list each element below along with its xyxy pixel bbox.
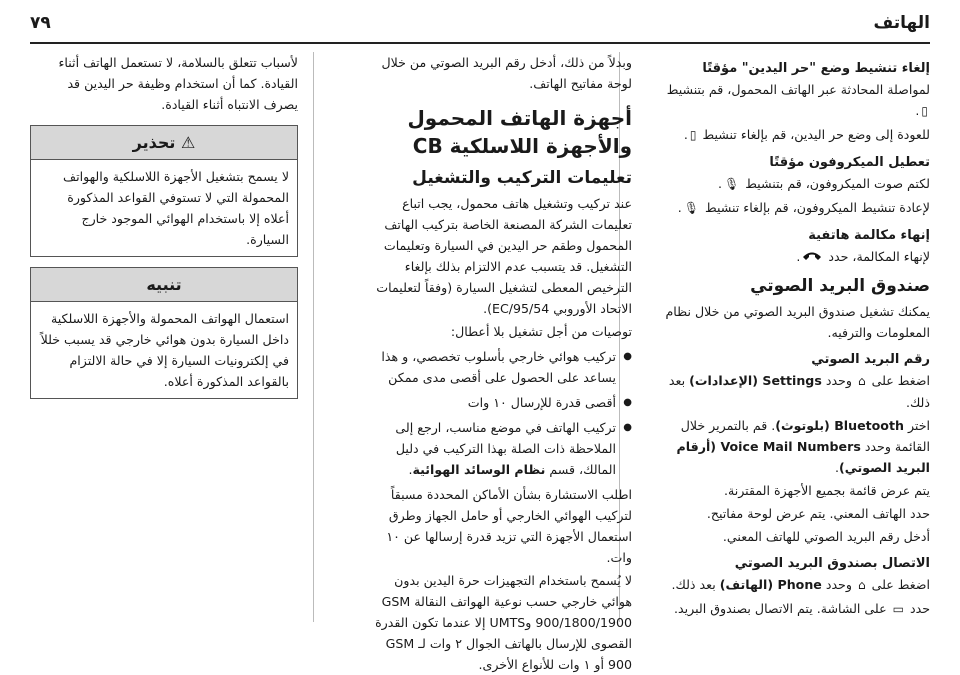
voicemail-icon: ▭ xyxy=(892,602,904,616)
section-title: رقم البريد الصوتي xyxy=(811,352,930,367)
mobile-handset-icon: ▯ xyxy=(689,128,697,142)
notice-box xyxy=(30,267,298,399)
paragraph: يمكنك تشغيل صندوق البريد الصوتي من خلال نظام المعلومات والترفيه. xyxy=(665,304,930,340)
microphone-icon: 🎙 xyxy=(683,201,699,215)
warning-header: ⚠ تحذير xyxy=(31,126,297,160)
paragraph: لأسباب تتعلق بالسلامة، لا تستعمل الهاتف أثناء القيادة. كما أن استخدام وظيفة حر اليدين قد يصرف الانتباه أثناء القيادة. xyxy=(58,55,298,112)
page-header xyxy=(30,6,930,40)
page-number: ٧٩ xyxy=(30,13,51,33)
warning-box xyxy=(30,125,298,257)
page-title: الهاتف xyxy=(873,13,930,33)
list-item: ● تركيب الهاتف في موضع مناسب، ارجع إلى الملاحظة ذات الصلة بهذا التركيب في دليل المالك، قسم نظام الوسائد الهوائية. xyxy=(360,417,632,480)
section-heading: صندوق البريد الصوتي xyxy=(750,276,930,296)
paragraph: توصيات من أجل تشغيل بلا أعطال: xyxy=(450,324,632,339)
home-icon: ⌂ xyxy=(857,578,866,592)
right-column xyxy=(660,52,930,622)
paragraph: لا يُسمح باستخدام التجهيزات حرة اليدين بدون هوائي خارجي حسب نوعية الهواتف النقالة GSM 900/1800/1900 وUMTS إلا عندما تكون القدرة القصوى للإرسال بالهاتف الجوال ٢ وات لـ GSM 900 أو ١ وات للأنواع الأخرى. xyxy=(375,573,632,672)
paragraph: يتم عرض قائمة بجميع الأجهزة المقترنة. xyxy=(723,483,930,498)
notice-header: تنبيه xyxy=(31,268,297,302)
bullet-list xyxy=(360,346,632,480)
paragraph: أدخل رقم البريد الصوتي للهاتف المعني. xyxy=(722,529,930,544)
column-divider xyxy=(313,52,314,622)
paragraph: وبدلاً من ذلك، أدخل رقم البريد الصوتي من خلال لوحة مفاتيح الهاتف. xyxy=(381,55,632,91)
paragraph: اطلب الاستشارة بشأن الأماكن المحددة مسبقاً لتركيب الهوائي الخارجي أو حامل الجهاز وطرق استعمال الأجهزة التي تزيد قدرة إرسالها عن ١٠ وات. xyxy=(386,487,632,565)
section-heading: أجهزة الهاتف المحمول والأجهزة اللاسلكية CB xyxy=(407,106,632,158)
mobile-handset-icon: ▯ xyxy=(921,104,928,118)
paragraph: لإنهاء المكالمة، حدد . xyxy=(660,246,930,268)
paragraph: اختر Bluetooth (بلوتوث). قم بالتمرير خلال القائمة وحدد Voice Mail Numbers (أرقام البريد الصوتي). xyxy=(676,418,930,475)
middle-column xyxy=(360,52,632,672)
list-item: ● أقصى قدرة للإرسال ١٠ وات xyxy=(360,392,632,413)
list-item: ● تركيب هوائي خارجي بأسلوب تخصصي، و هذا يساعد على الحصول على أقصى مدى ممكن xyxy=(360,346,632,388)
section-title: الاتصال بصندوق البريد الصوتي xyxy=(734,556,930,571)
paragraph: لإعادة تنشيط الميكروفون، قم بإلغاء تنشيط 🎙. xyxy=(660,197,930,219)
paragraph: لكتم صوت الميكروفون، قم بتنشيط 🎙. xyxy=(660,173,930,195)
paragraph: اضغط على ⌂ وحدد Phone (الهاتف) بعد ذلك. xyxy=(660,574,930,596)
paragraph: اضغط على ⌂ وحدد Settings (الإعدادات) بعد ذلك. xyxy=(668,373,930,410)
end-call-icon xyxy=(800,247,824,268)
section-title: تعطيل الميكروفون مؤقتًا xyxy=(769,155,930,170)
paragraph: حدد ▭ على الشاشة. يتم الاتصال بصندوق البريد. xyxy=(660,598,930,620)
paragraph: لمواصلة المحادثة عبر الهاتف المحمول، قم بتنشيط ▯. xyxy=(660,79,930,122)
section-title: إلغاء تنشيط وضع "حر اليدين" مؤقتًا xyxy=(702,61,930,76)
section-title: إنهاء مكالمة هاتفية xyxy=(808,228,930,243)
header-rule xyxy=(30,42,930,44)
home-icon: ⌂ xyxy=(857,374,866,388)
notice-body: استعمال الهواتف المحمولة والأجهزة اللاسلكية داخل السيارة بدون هوائي خارجي قد يسبب خللاً في إلكترونيات السيارة إلا في حالة الالتزام بالقواعد المذكورة أعلاه. xyxy=(40,311,289,389)
paragraph: عند تركيب وتشغيل هاتف محمول، يجب اتباع تعليمات الشركة المصنعة الخاصة بتركيب الهاتف المحمول وطقم حر اليدين في السيارة وتعليمات التشغيل. قد يتسبب عدم الالتزام بذلك بإلغاء الترخيص المعطى لتشغيل السيارة (وفقاً لتعليمات الاتحاد الأوروبي 95/54/EC). xyxy=(376,196,632,316)
warning-triangle-icon: ⚠ xyxy=(180,133,196,152)
subsection-heading: تعليمات التركيب والتشغيل xyxy=(412,168,632,188)
paragraph: للعودة إلى وضع حر اليدين، قم بإلغاء تنشيط ▯. xyxy=(660,124,930,146)
left-column xyxy=(30,52,298,622)
paragraph: حدد الهاتف المعني. يتم عرض لوحة مفاتيح. xyxy=(706,506,930,521)
microphone-icon: 🎙 xyxy=(723,177,740,191)
warning-body: لا يسمح بتشغيل الأجهزة اللاسلكية والهواتف المحمولة التي لا تستوفي القواعد المذكورة أعلاه إلا باستخدام الهوائي الموجود خارج السيارة. xyxy=(63,169,289,247)
